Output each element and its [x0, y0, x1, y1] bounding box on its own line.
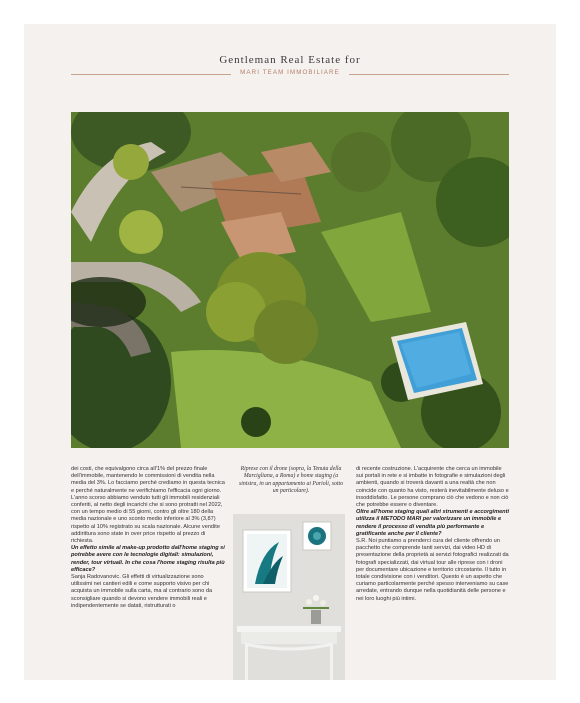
header-title: Gentleman Real Estate for [219, 54, 361, 66]
text-column-right [356, 466, 510, 603]
col1-paragraph-2: Sanja Radovanovic. Gli effetti di virtualizzazione sono utilissimi nei cantieri edili e come supporto visivo per chi acquista un immobile sulla carta, ma al contrario sono da sconsigliare quando si devono vendere immobili reali e indipendentemente se datati, ristrutturati o [71, 574, 213, 609]
col3-paragraph-2: S.R. Noi puntiamo a prenderci cura del cliente offrendo un pacchetto che comprende tanti servizi, dai video HD di presentazione della proprietà ai servizi fotografici realizzati da fotografi specializzati, dai virtual tour alle riprese con i droni per documentare ubicazione e territorio circostante. Il tutto in totale condivisione con i venditori. Questo è un aspetto che curiamo particolarmente perché spesso interveniamo su case arredate, entrando dunque nella quotidianità delle persone e nei loro luoghi più intimi. [356, 538, 509, 602]
photo-caption: Riprese con il drone (sopra, la Tenuta della Marcigliana, a Roma) e home staging (a sinistra, in un appartamento ai Parioli, sotto un particolare). [238, 466, 344, 495]
col1-question: Un effetto simile al make-up prodotto dall'home staging si potrebbe avere con le tecnologie digitali: simulazioni, render, tour virtuali. In che cosa l'home staging risulta più efficace? [71, 545, 225, 573]
home-staging-photo [233, 514, 345, 680]
col1-paragraph-1: dei costi, che equivalgono circa all'1% del prezzo finale dell'immobile, mantenendo le commissioni di vendita nella media del 3%. Lo facciamo perché crediamo in questa tecnica e perché naturalmente ne verifichiamo l'efficacia ogni giorno. L'anno scorso abbiamo venduto tutti gli immobili residenziali conferiti, al netto degli incarichi che si sono protratti nel 2022, con un tempo medio di 55 giorni, contro gli oltre 180 della media nazionale e uno sconto medio inferiore al 3% (3,87) rispetto al 10% registrato su scala nazionale. Alcune vendite addirittura sono state in over price rispetto al prezzo di richiesta. [71, 466, 225, 545]
col3-paragraph-1: di recente costruzione. L'acquirente che cerca un immobile sui portali in rete e si imbatte in fotografie e simulazioni degli ambienti, quando si troverà davanti a una realtà che non coincide con quanto ha visto, resterà inevitabilmente deluso e insoddisfatto. Le persone comprano ciò che vedono e non ciò che potrebbe essere o diventare. [356, 466, 509, 509]
aerial-photo [71, 112, 509, 448]
col3-question: Oltre all'home staging quali altri strumenti e accorgimenti utilizza il METODO MARI per valorizzare un immobile e rendere il processo di vendita più performante e gratificante anche per il cliente? [356, 509, 510, 537]
magazine-page [24, 24, 556, 680]
header-subtitle: MARI TEAM IMMOBILIARE [240, 69, 340, 76]
text-column-left [71, 466, 225, 610]
